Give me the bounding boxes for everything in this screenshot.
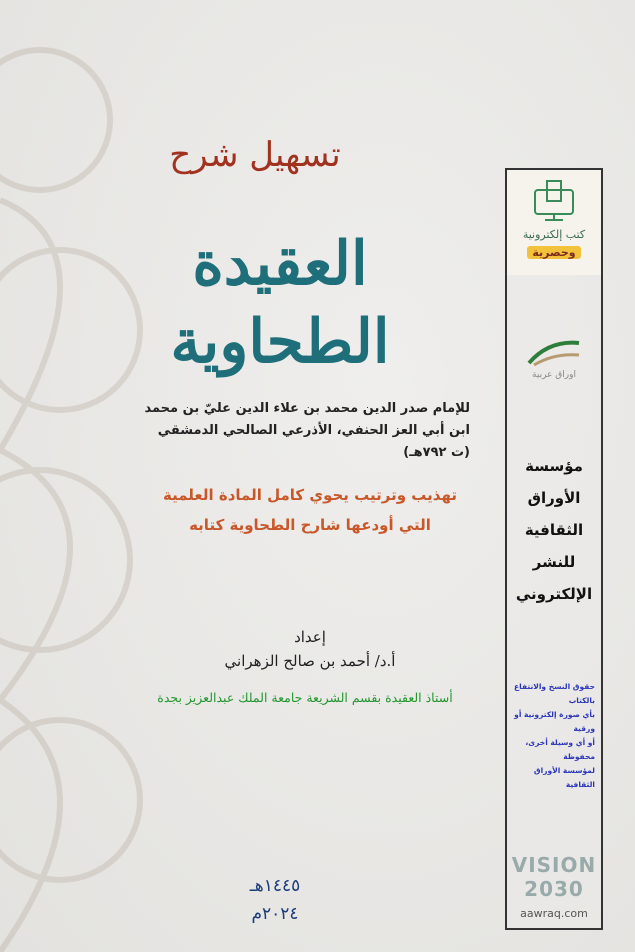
description — [150, 480, 470, 540]
publisher-line: للنشر — [532, 553, 576, 571]
rights-line: بأي صورة إلكترونية أو ورقية — [514, 710, 595, 733]
leaf-icon — [524, 335, 584, 367]
preparer-name: أ.د/ أحمد بن صالح الزهراني — [224, 652, 396, 670]
ebooks-logo-highlight: وحصرية — [527, 246, 580, 259]
ebooks-logo — [507, 170, 601, 275]
rights-line: لمؤسسة الأوراق الثقافية — [533, 766, 595, 789]
publisher-line: الإلكتروني — [515, 585, 593, 603]
rights-line: أو أي وسيلة أخرى، محفوظة — [525, 738, 595, 761]
publisher-name — [507, 450, 601, 610]
vision-text: VISION 2030 — [511, 853, 597, 901]
hijri-date: ١٤٤٥هـ — [249, 876, 301, 896]
website-link[interactable]: aawraq.com — [520, 907, 588, 920]
awraq-logo-text: اوراق عربية — [532, 370, 576, 380]
book-title: العقيدة الطحاوية — [170, 229, 390, 377]
author-line: ابن أبي العز الحنفي، الأذرعي الصالحي الدمشقي (ت ٧٩٢هـ) — [157, 423, 470, 460]
computer-book-icon — [531, 178, 577, 224]
rights-notice — [507, 680, 601, 792]
prepared-label: إعداد — [294, 628, 326, 646]
author-info — [140, 398, 470, 464]
awraq-logo — [507, 335, 601, 380]
publisher-strip — [505, 168, 603, 930]
arabesque-ornament — [0, 0, 170, 952]
publisher-line: الثقافية — [524, 521, 584, 539]
dates — [240, 872, 310, 928]
vision-2030-logo — [507, 853, 601, 920]
gregorian-date: ٢٠٢٤م — [251, 904, 299, 924]
ebooks-logo-text: كتب إلكترونية — [522, 228, 586, 241]
preparer-title: أستاذ العقيدة بقسم الشريعة جامعة الملك عبدالعزيز بجدة — [157, 690, 453, 705]
preparer-block — [170, 625, 450, 673]
description-line: تهذيب وترتيب يحوي كامل المادة العلمية — [162, 486, 458, 504]
publisher-line: الأوراق — [527, 489, 581, 507]
author-line: للإمام صدر الدين محمد بن علاء الدين عليّ بن محمد — [144, 401, 470, 416]
publisher-line: مؤسسة — [525, 457, 583, 475]
rights-line: حقوق النسخ والانتفاع بالكتاب — [514, 682, 595, 705]
description-line: التي أودعها شارح الطحاوية كتابه — [189, 516, 431, 534]
title-prefix: تسهيل شرح — [169, 135, 341, 175]
